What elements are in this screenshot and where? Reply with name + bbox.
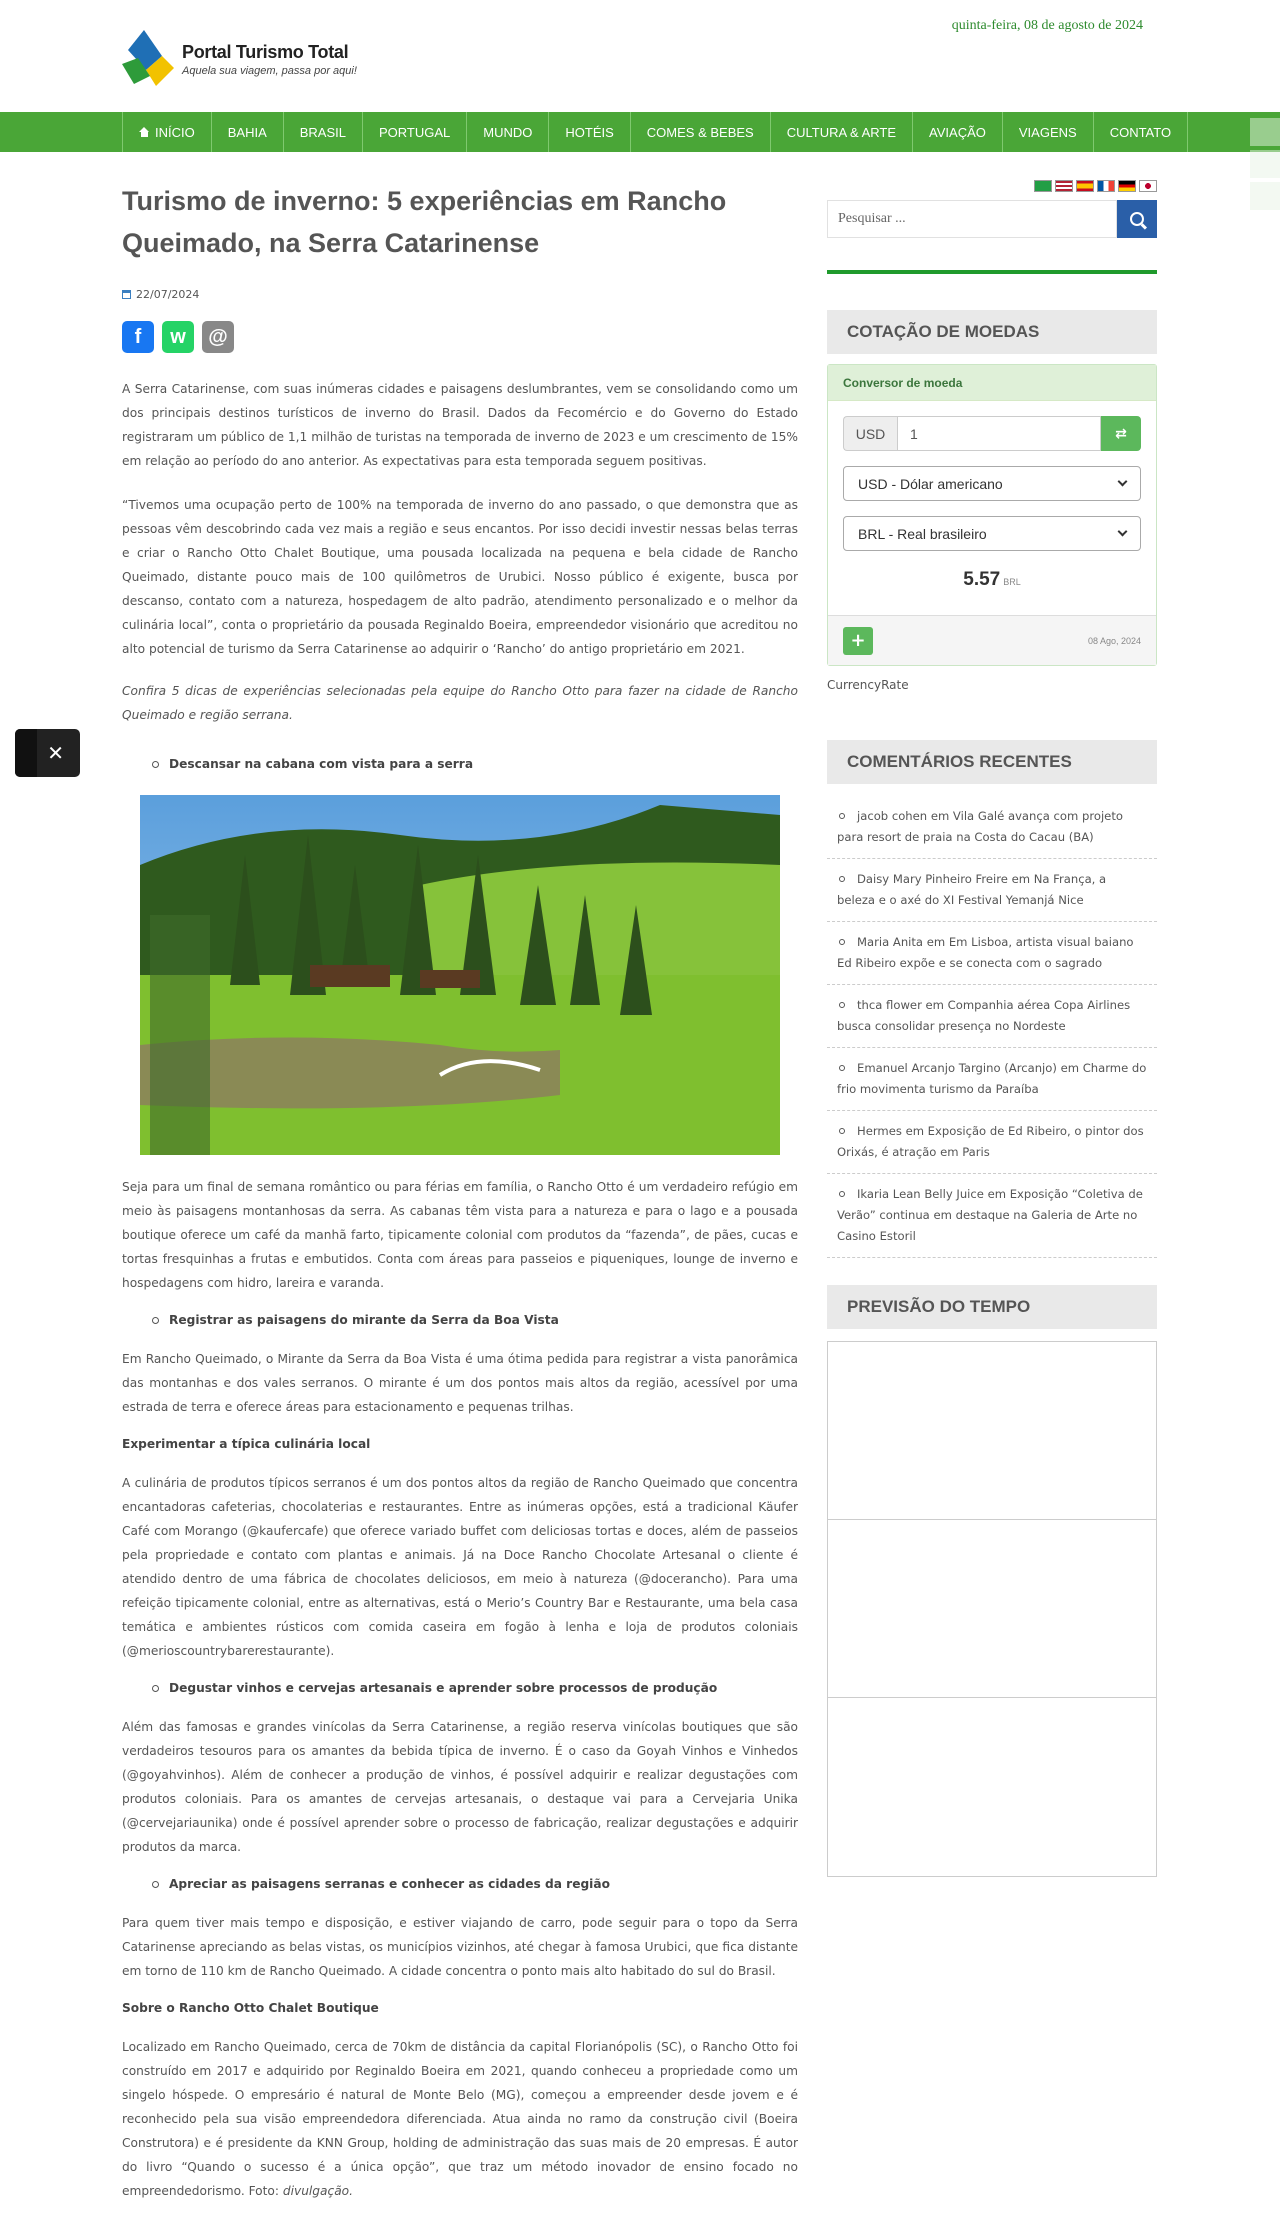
social-button[interactable] [1250,150,1280,178]
post-date [122,288,798,301]
recent-comments-list [827,796,1157,1258]
plus-icon: + [850,630,866,651]
article-paragraph: Em Rancho Queimado, o Mirante da Serra da Boa Vista é uma ótima pedida para registrar a vista panorâmica das montanhas e dos vales serranos. O mirante é um dos pontos mais altos da região, acessível por uma estrada de terra e oferece áreas para estacionamento e pequenas trilhas. [122,1352,798,1414]
recent-comments-title: COMENTÁRIOS RECENTES [827,740,1157,784]
header-date: quinta-feira, 08 de agosto de 2024 [951,18,1143,33]
recent-comment-item[interactable]: Hermes em Exposição de Ed Ribeiro, o pintor dos Orixás, é atração em Paris [827,1111,1157,1174]
article [122,180,798,2203]
weather-panel [828,1698,1156,1876]
article-paragraph: Além das famosas e grandes vinícolas da Serra Catarinense, a região reserva vinícolas boutiques que são verdadeiros tesouros para os amantes da bebida típica de inverno. É o caso da Goyah Vinhos e Vinhedos (@goyahvinhos). Além de conhecer a produção de vinhos, é possível adquirir e realizar degustações com produtos coloniais. Para os amantes de cervejas artesanais, o destaque vai para a Cervejaria Unika (@cervejariaunika) onde é possível aprender sobre o processo de fabricação, realizar degustações e adquirir produtos da marca. [122,1720,798,1854]
nav-item-portugal[interactable]: PORTUGAL [362,112,466,152]
currency-converter [827,364,1157,666]
facebook-share-button[interactable] [122,321,154,353]
photo-credit: divulgação. [282,2184,354,2198]
close-icon: ✕ [47,741,64,765]
recent-comment-item[interactable]: Maria Anita em Em Lisboa, artista visual baiano Ed Ribeiro expõe e se conecta com o sagrado [827,922,1157,985]
language-flags [827,180,1157,192]
social-button[interactable] [1250,182,1280,210]
rate-date: 08 Ago, 2024 [1087,635,1141,646]
nav-item-cultura-arte[interactable]: CULTURA & ARTE [770,112,912,152]
calendar-icon [122,290,131,299]
article-bullet: Degustar vinhos e cervejas artesanais e aprender sobre processos de produção [152,1681,798,1695]
nav-item-inicio[interactable]: INÍCIO [122,112,211,152]
recent-comment-item[interactable]: Emanuel Arcanjo Targino (Arcanjo) em Charme do frio movimenta turismo da Paraíba [827,1048,1157,1111]
site-logo[interactable] [122,30,357,88]
article-paragraph: Seja para um final de semana romântico ou para férias em família, o Rancho Otto é um verdadeiro refúgio em meio às paisagens montanhosas da serra. As cabanas têm vista para a natureza e para o lago e a pousada boutique oferece um café da manhã farto, tipicamente colonial com produtos da “fazenda”, de pães, cucas e tortas fresquinhas a frutas e embutidos. Conta com áreas para passeios e piqueniques, lounge de inverno e hospedagens com hidro, lareira e varanda. [122,1180,798,1290]
nav-item-viagens[interactable]: VIAGENS [1002,112,1093,152]
search-button[interactable] [1117,200,1157,238]
brand-tagline: Aquela sua viagem, passa por aqui! [182,64,357,77]
recent-comment-item[interactable]: Daisy Mary Pinheiro Freire em Na França, a beleza e o axé do XI Festival Yemanjá Nice [827,859,1157,922]
share-buttons [122,321,798,353]
weather-panel [828,1342,1156,1520]
weather-panel [828,1520,1156,1698]
nav-item-comes-bebes[interactable]: COMES & BEBES [630,112,770,152]
whatsapp-share-button[interactable] [162,321,194,353]
add-currency-button[interactable] [843,627,873,655]
flag-france-icon[interactable] [1097,180,1115,192]
floating-close-button[interactable] [15,729,80,777]
email-share-button[interactable] [202,321,234,353]
email-icon: @ [208,325,228,348]
swap-icon: ⇄ [1115,425,1127,442]
article-bullet: Apreciar as paisagens serranas e conhecer as cidades da região [152,1877,798,1891]
social-button[interactable] [1250,118,1280,146]
main-nav [0,112,1280,152]
article-paragraph: A culinária de produtos típicos serranos é um dos pontos altos da região de Rancho Queimado que concentra encantadoras cafeterias, chocolaterias e restaurantes. Entre as inúmeras opções, está a tradicional Käufer Café com Morango (@kaufercafe) que oferece variado buffet com deliciosas tortas e doces, além de passeios pela propriedade e contato com plantas e animais. Já na Doce Rancho Chocolate Artesanal o cliente é atendido dentro de uma fábrica de chocolates deliciosos, em meio à natureza (@docerancho). Para uma refeição tipicamente colonial, entre as alternativas, está o Merio’s Country Bar e Restaurante, uma bela casa temática e ambientes rústicos com comida caseira em fogão à lenha e loja de produtos coloniais (@merioscountrybarerestaurante). [122,1476,798,1658]
weather-widget [827,1341,1157,1877]
amount-input[interactable]: 1 [897,416,1101,451]
site-header [0,0,1280,112]
conversion-result: 5.57 BRL [963,569,1021,590]
flag-germany-icon[interactable] [1118,180,1136,192]
recent-comment-item[interactable]: jacob cohen em Vila Galé avança com projeto para resort de praia na Costa do Cacau (BA) [827,796,1157,859]
article-bullet: Registrar as paisagens do mirante da Serra da Boa Vista [152,1313,798,1327]
nav-item-hoteis[interactable]: HOTÉIS [548,112,629,152]
article-paragraph: A Serra Catarinense, com suas inúmeras cidades e paisagens deslumbrantes, vem se consolidando como um dos principais destinos turísticos de inverno do Brasil. Dados da Fecomércio e do Governo do Estado registraram um público de 1,1 milhão de turistas na temporada de inverno de 2023 e um crescimento de 15% em relação ao período do ano anterior. As expectativas para esta temporada seguem positivas. [122,382,798,468]
article-paragraph: Para quem tiver mais tempo e disposição, e estiver viajando de carro, pode seguir para o topo da Serra Catarinense apreciando as belas vistas, os municípios vizinhos, até chegar à famosa Urubici, que fica distante em torno de 110 km de Rancho Queimado. A cidade concentra o ponto mais alto habitado do sul do Brasil. [122,1916,798,1978]
divider [827,270,1157,274]
swap-currencies-button[interactable] [1101,416,1141,451]
nav-item-mundo[interactable]: MUNDO [466,112,548,152]
article-subhead: Experimentar a típica culinária local [122,1437,371,1451]
currencyrate-link[interactable]: CurrencyRate [827,678,909,692]
weather-widget-title: PREVISÃO DO TEMPO [827,1285,1157,1329]
from-currency-code: USD [843,416,897,451]
recent-comment-item[interactable]: thca flower em Companhia aérea Copa Airlines busca consolidar presença no Nordeste [827,985,1157,1048]
nav-item-aviacao[interactable]: AVIAÇÃO [912,112,1002,152]
flag-brazil-icon[interactable] [1034,180,1052,192]
article-paragraph: “Tivemos uma ocupação perto de 100% na temporada de inverno do ano passado, o que demonstra que as pessoas vêm descobrindo cada vez mais a região e seus encantos. Por isso decidi investir nessas belas terras e criar o Rancho Otto Chalet Boutique, uma pousada localizada na pequena e bela cidade de Rancho Queimado, distante pouco mais de 100 quilômetros de Urubici. Nosso público é exigente, busca por descanso, contato com a natureza, hospedagem de alto padrão, atendimento personalizado e o melhor da culinária local”, conta o proprietário da pousada Reginaldo Boeira, empreendedor visionário que acreditou no alto potencial de turismo da Serra Catarinense ao adquirir o ‘Rancho’ do antigo proprietário em 2021. [122,498,798,656]
converter-title: Conversor de moeda [828,365,1156,401]
from-currency-select[interactable]: USD - Dólar americano [843,466,1141,501]
recent-comment-item[interactable]: Ikaria Lean Belly Juice em Exposição “Coletiva de Verão” continua em destaque na Galeria de Arte no Casino Estoril [827,1174,1157,1258]
flag-japan-icon[interactable] [1139,180,1157,192]
brand-name: Portal Turismo Total [182,41,349,62]
facebook-icon: f [134,325,142,348]
search-form [827,200,1157,238]
article-photo [140,795,780,1155]
currency-widget-title: COTAÇÃO DE MOEDAS [827,310,1157,354]
search-input[interactable]: Pesquisar ... [827,200,1117,238]
flag-usa-icon[interactable] [1055,180,1073,192]
post-date-text: 22/07/2024 [136,288,200,301]
article-paragraph: Confira 5 dicas de experiências selecionadas pela equipe do Rancho Otto para fazer na cidade de Rancho Queimado e região serrana. [122,684,798,722]
sidebar [827,180,1157,1877]
article-bullet: Descansar na cabana com vista para a serra [152,757,798,771]
article-title: Turismo de inverno: 5 experiências em Rancho Queimado, na Serra Catarinense [122,186,727,258]
nav-item-bahia[interactable]: BAHIA [211,112,283,152]
nav-item-contato[interactable]: CONTATO [1093,112,1188,152]
article-paragraph: Localizado em Rancho Queimado, cerca de 70km de distância da capital Florianópolis (SC), o Rancho Otto foi construído em 2017 e adquirido por Reginaldo Boeira em 2021, quando conheceu a propriedade como um singelo hóspede. O empresário é natural de Monte Belo (MG), começou a empreender desde jovem e é reconhecido pela sua visão empreendedora diferenciada. Atua ainda no ramo da construção civil (Boeira Construtora) e é presidente da KNN Group, holding de administração das suas mais de 20 empresas. É autor do livro “Quando o sucesso é a única opção”, que traz um método inovador de ensino focado no empreendedorismo. Foto: divulgação. [122,2040,798,2198]
logo-mark-icon [122,30,178,88]
chevron-down-icon [1118,527,1128,537]
chevron-down-icon [1118,477,1128,487]
flag-spain-icon[interactable] [1076,180,1094,192]
article-subhead: Sobre o Rancho Otto Chalet Boutique [122,2001,379,2015]
search-icon [1130,212,1144,226]
side-social-bar [1250,118,1280,214]
nav-item-brasil[interactable]: BRASIL [283,112,362,152]
to-currency-select[interactable]: BRL - Real brasileiro [843,516,1141,551]
home-icon [139,127,150,137]
whatsapp-icon: w [170,325,186,348]
